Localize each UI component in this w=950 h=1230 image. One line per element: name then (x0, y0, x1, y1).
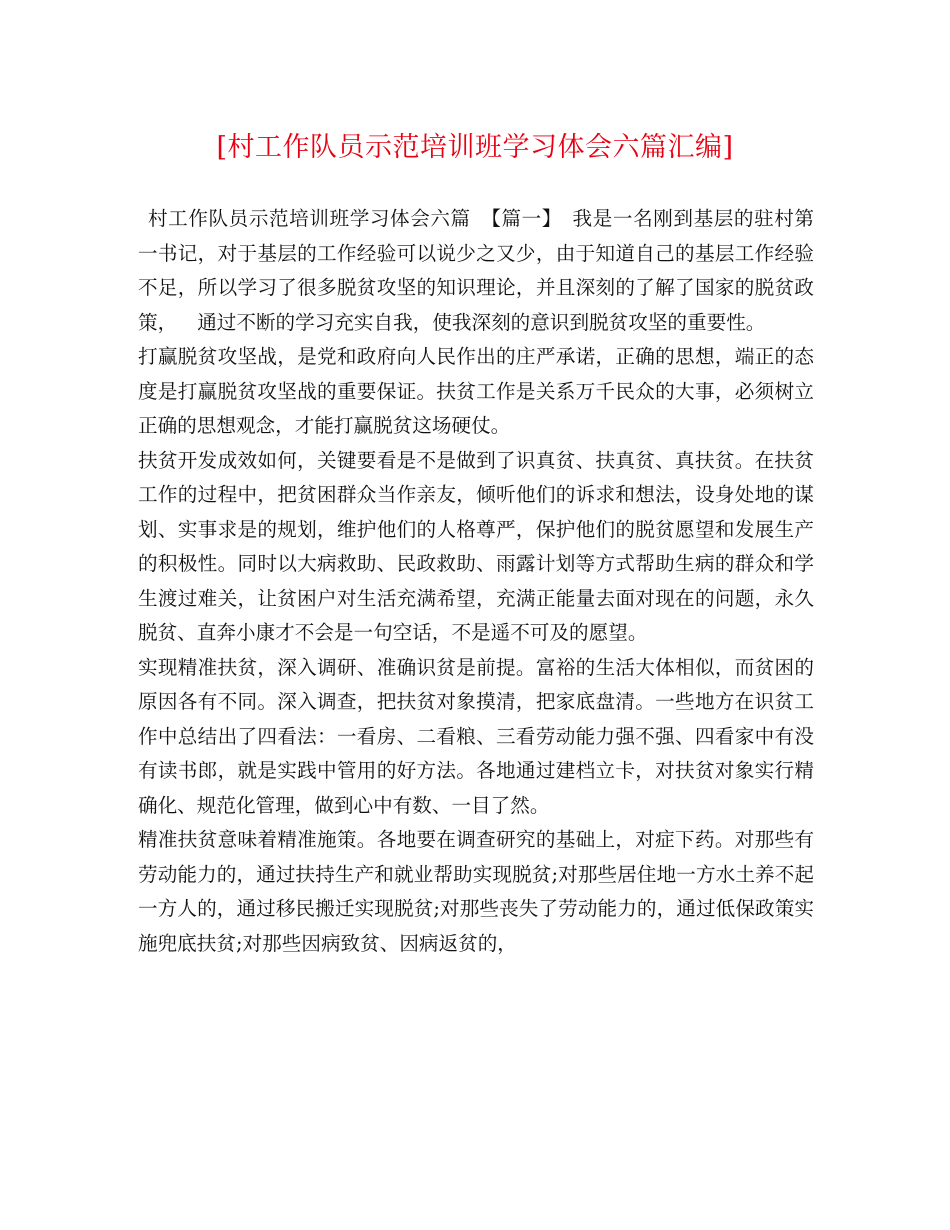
body-paragraph-2: 扶贫开发成效如何，关键要看是不是做到了识真贫、扶真贫、真扶贫。在扶贫工作的过程中，把贫困群众当作亲友，倾听他们的诉求和想法，设身处地的谋划、实事求是的规划，维护他们的人格尊严，保护他们的脱贫愿望和发展生产的积极性。同时以大病救助、民政救助、雨露计划等方式帮助生病的群众和学生渡过难关，让贫困户对生活充满希望，充满正能量去面对现在的问题，永久脱贫、直奔小康才不会是一句空话，不是遥不可及的愿望。 (138, 448, 814, 644)
body-paragraph-3: 实现精准扶贫，深入调研、准确识贫是前提。富裕的生活大体相似，而贫困的原因各有不同。深入调查，把扶贫对象摸清，把家底盘清。一些地方在识贫工作中总结出了四看法：一看房、二看粮、三看劳动能力强不强、四看家中有没有读书郎，就是实践中管用的好方法。各地通过建档立卡，对扶贫对象实行精确化、规范化管理，做到心中有数、一目了然。 (138, 655, 814, 817)
body-paragraph-1: 打赢脱贫攻坚战，是党和政府向人民作出的庄严承诺，正确的思想，端正的态度是打赢脱贫攻坚战的重要保证。扶贫工作是关系万千民众的大事，必须树立正确的思想观念，才能打赢脱贫这场硬仗。 (138, 345, 814, 437)
document-title: [村工作队员示范培训班学习体会六篇汇编] (216, 132, 734, 163)
intro-heading: 村工作队员示范培训班学习体会六篇 (148, 207, 471, 230)
intro-text: 我是一名刚到基层的驻村第一书记，对于基层的工作经验可以说少之又少，由于知道自己的基层工作经验不足，所以学习了很多脱贫攻坚的知识理论，并且深刻的了解了国家的脱贫政策， (138, 207, 815, 334)
section-label: 【篇一】 (480, 207, 562, 230)
intro-paragraph (138, 202, 814, 340)
intro-text-continued: 通过不断的学习充实自我，使我深刻的意识到脱贫攻坚的重要性。 (197, 310, 766, 334)
document-body (138, 202, 814, 961)
body-paragraph-4: 精准扶贫意味着精准施策。各地要在调查研究的基础上，对症下药。对那些有劳动能力的，通过扶持生产和就业帮助实现脱贫;对那些居住地一方水土养不起一方人的，通过移民搬迁实现脱贫;对那些丧失了劳动能力的，通过低保政策实施兜底扶贫;对那些因病致贫、因病返贫的， (138, 828, 814, 955)
